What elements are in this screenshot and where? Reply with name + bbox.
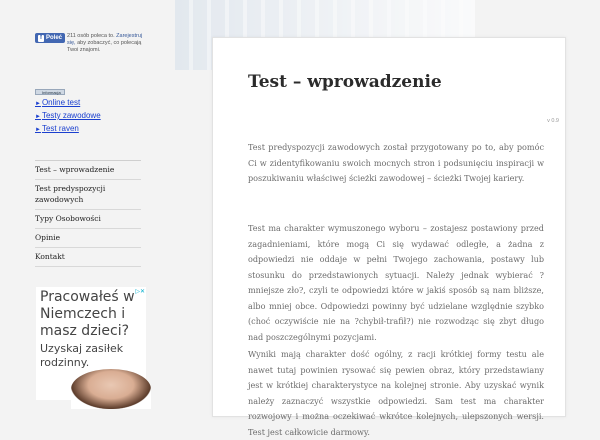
facebook-register-link[interactable]: Zarejestruj się, (67, 33, 143, 46)
info-badge (35, 89, 65, 95)
nav-item-typy-osobowosci[interactable]: Typy Osobowości (35, 210, 141, 229)
nav-item-kontakt[interactable]: Kontakt (35, 248, 141, 267)
link-testy-zawodowe[interactable] (35, 110, 101, 123)
page-title: Test – wprowadzenie (248, 72, 442, 92)
facebook-like-label: Poleć (46, 35, 63, 41)
facebook-like-text (67, 33, 145, 54)
facebook-like-button[interactable] (35, 33, 65, 43)
nav-item-opinie[interactable]: Opinie (35, 229, 141, 248)
link-label: Online test (41, 98, 81, 107)
nav-item-test-predyspozycji[interactable]: Test predyspozycji zawodowych (35, 180, 141, 210)
ad-choices-icon[interactable]: ▷✕ (135, 289, 145, 295)
arrow-right-icon: ► (35, 101, 41, 107)
article-paragraph-3: Wyniki mają charakter dość ogólny, z racji krótkiej formy testu ale nawet tutaj powinien rysować się pewien obraz, który przedstawiany jest w krótkiej charakterystyce na kolejnej stronie. Aby uzyskać wynik należy zaznaczyć wszystkie odpowiedzi. Sam test ma charakter rozwojowy i można oczekiwać wkrótce kolejnych, ulepszonych wersji. Test jest całkowicie darmowy. (248, 349, 544, 437)
sidebar-nav (35, 160, 141, 267)
ad-headline: Pracowałeś w Niemczech i masz dzieci? (40, 289, 135, 339)
facebook-count-text: 211 osób poleca to. (67, 33, 115, 39)
article-card (212, 37, 566, 437)
facebook-icon: f (40, 35, 42, 41)
article-paragraph-1: Test predyspozycji zawodowych został przygotowany po to, aby pomóc Ci w zidentyfikowaniu swoich mocnych stron i podsunięciu inspiracji w poszukiwaniu właściwej ścieżki zawodowej – ścieżki Twojej kariery. (248, 142, 544, 183)
article-paragraph-2: Test ma charakter wymuszonego wyboru – zostajesz postawiony przed zagadnieniami, które mogą Ci się wydawać odległe, a żadna z odpowiedzi nie oddaje w pełni Twojego zachowania, postawy lub stosunku do przedstawionych sytuacji. Należy jednak wybierać ? mniejsze zło?, czyli te odpowiedzi które w jakiś sposób są nam bliższe, albo mniej obce. Odpowiedzi powinny być udzielane względnie szybko (choć oczywiście nie na ?chybił-trafił?) nie rozwodząc się zbyt długo nad poszczególnymi pozycjami. (248, 223, 544, 342)
info-badge-label: Informacja (42, 89, 61, 95)
arrow-right-icon: ► (35, 114, 41, 120)
link-label: Testy zawodowe (41, 111, 101, 120)
link-test-raven[interactable] (35, 123, 101, 136)
arrow-right-icon: ► (35, 127, 41, 133)
test-links (35, 97, 101, 136)
advertisement[interactable] (36, 287, 146, 400)
facebook-like-widget (35, 33, 145, 63)
ad-subline: Uzyskaj zasiłek rodzinny. (40, 342, 124, 369)
link-label: Test raven (41, 124, 79, 133)
facebook-rest-text: aby zobaczyć, co polecają Twoi znajomi. (67, 40, 142, 53)
version-label: v 0.9 (547, 118, 559, 124)
link-online-test[interactable] (35, 97, 101, 110)
sidebar (0, 0, 175, 400)
ad-photo (71, 369, 151, 409)
nav-item-test-wprowadzenie[interactable]: Test – wprowadzenie (35, 161, 141, 180)
